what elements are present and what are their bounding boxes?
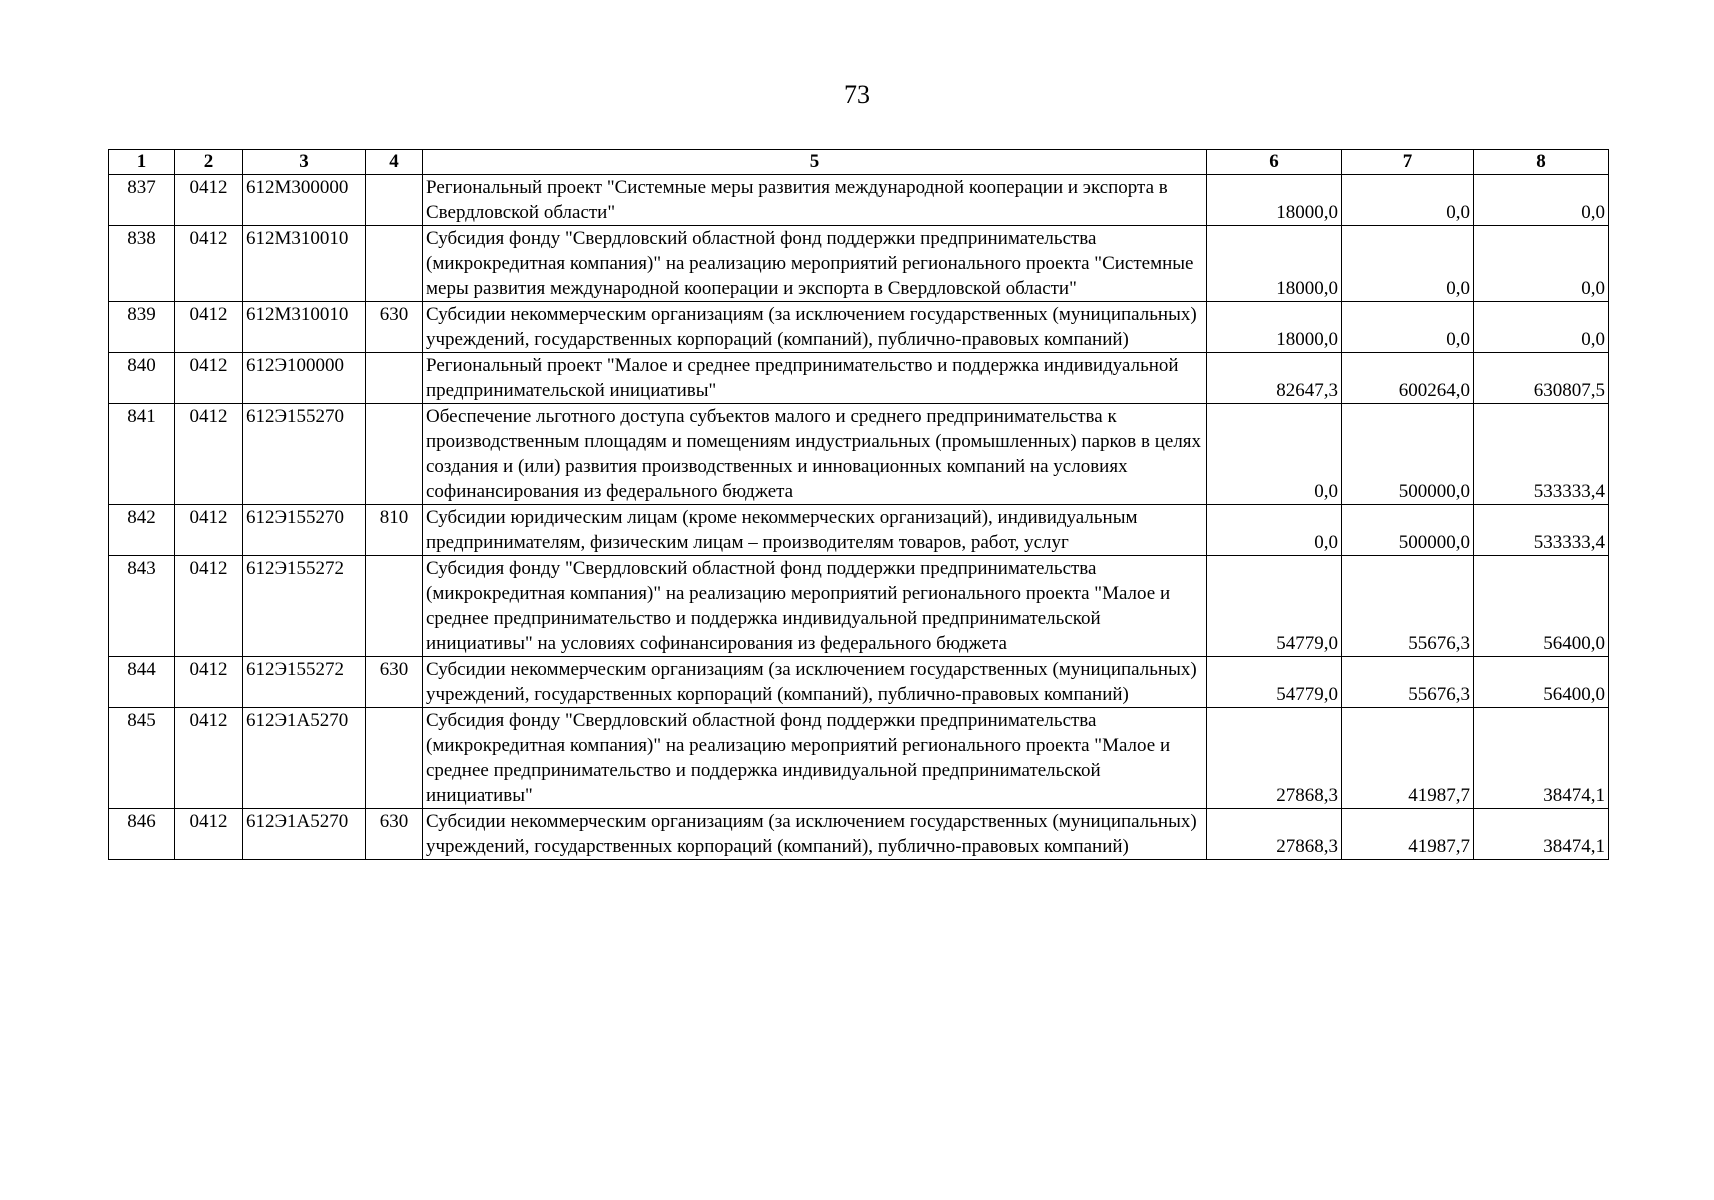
expense-type-code	[366, 175, 423, 226]
amount-column-8: 0,0	[1474, 175, 1609, 226]
row-number: 842	[109, 505, 175, 556]
column-header: 3	[243, 150, 366, 175]
amount-column-8: 0,0	[1474, 302, 1609, 353]
amount-column-7: 55676,3	[1342, 556, 1474, 657]
row-description: Субсидия фонду "Свердловский областной фонд поддержки предпринимательства (микрокредитная компания)" на реализацию мероприятий регионального проекта "Малое и среднее предпринимательство и поддержка индивидуальной предпринимательской инициативы" на условиях софинансирования из федерального бюджета	[423, 556, 1207, 657]
target-article-code: 612Э155270	[243, 404, 366, 505]
row-number: 841	[109, 404, 175, 505]
row-number: 840	[109, 353, 175, 404]
section-code: 0412	[175, 556, 243, 657]
expense-type-code: 630	[366, 809, 423, 860]
amount-column-8: 56400,0	[1474, 657, 1609, 708]
amount-column-6: 0,0	[1207, 404, 1342, 505]
amount-column-8: 38474,1	[1474, 809, 1609, 860]
amount-column-7: 0,0	[1342, 175, 1474, 226]
amount-column-8: 630807,5	[1474, 353, 1609, 404]
section-code: 0412	[175, 302, 243, 353]
table-row	[109, 302, 1609, 353]
amount-column-6: 54779,0	[1207, 556, 1342, 657]
expense-type-code	[366, 404, 423, 505]
amount-column-6: 18000,0	[1207, 302, 1342, 353]
expense-type-code	[366, 353, 423, 404]
target-article-code: 612Э155272	[243, 657, 366, 708]
budget-table	[108, 149, 1609, 860]
row-description: Субсидии некоммерческим организациям (за исключением государственных (муниципальных) учреждений, государственных корпораций (компаний), публично-правовых компаний)	[423, 302, 1207, 353]
row-number: 843	[109, 556, 175, 657]
column-header: 5	[423, 150, 1207, 175]
expense-type-code: 630	[366, 302, 423, 353]
table-row	[109, 353, 1609, 404]
row-number: 837	[109, 175, 175, 226]
row-number: 844	[109, 657, 175, 708]
amount-column-7: 500000,0	[1342, 505, 1474, 556]
amount-column-6: 82647,3	[1207, 353, 1342, 404]
target-article-code: 612Э1А5270	[243, 809, 366, 860]
column-header: 4	[366, 150, 423, 175]
row-number: 839	[109, 302, 175, 353]
amount-column-7: 500000,0	[1342, 404, 1474, 505]
amount-column-8: 533333,4	[1474, 404, 1609, 505]
row-number: 846	[109, 809, 175, 860]
table-row	[109, 404, 1609, 505]
amount-column-6: 18000,0	[1207, 175, 1342, 226]
amount-column-8: 0,0	[1474, 226, 1609, 302]
expense-type-code: 630	[366, 657, 423, 708]
amount-column-6: 0,0	[1207, 505, 1342, 556]
table-row	[109, 505, 1609, 556]
target-article-code: 612Э100000	[243, 353, 366, 404]
target-article-code: 612М310010	[243, 226, 366, 302]
target-article-code: 612Э1А5270	[243, 708, 366, 809]
section-code: 0412	[175, 353, 243, 404]
section-code: 0412	[175, 657, 243, 708]
amount-column-7: 41987,7	[1342, 809, 1474, 860]
column-header: 7	[1342, 150, 1474, 175]
amount-column-6: 27868,3	[1207, 708, 1342, 809]
amount-column-6: 27868,3	[1207, 809, 1342, 860]
table-row	[109, 657, 1609, 708]
expense-type-code	[366, 226, 423, 302]
amount-column-7: 41987,7	[1342, 708, 1474, 809]
amount-column-6: 54779,0	[1207, 657, 1342, 708]
table-row	[109, 226, 1609, 302]
table-row	[109, 556, 1609, 657]
amount-column-8: 533333,4	[1474, 505, 1609, 556]
amount-column-7: 0,0	[1342, 302, 1474, 353]
section-code: 0412	[175, 708, 243, 809]
amount-column-7: 0,0	[1342, 226, 1474, 302]
expense-type-code	[366, 556, 423, 657]
section-code: 0412	[175, 809, 243, 860]
row-description: Региональный проект "Системные меры развития международной кооперации и экспорта в Свердловской области"	[423, 175, 1207, 226]
row-number: 838	[109, 226, 175, 302]
column-header: 6	[1207, 150, 1342, 175]
section-code: 0412	[175, 505, 243, 556]
target-article-code: 612Э155272	[243, 556, 366, 657]
table-row	[109, 175, 1609, 226]
expense-type-code: 810	[366, 505, 423, 556]
section-code: 0412	[175, 175, 243, 226]
table-body	[109, 175, 1609, 860]
target-article-code: 612М300000	[243, 175, 366, 226]
amount-column-7: 55676,3	[1342, 657, 1474, 708]
page-number: 73	[844, 80, 870, 109]
row-description: Субсидии юридическим лицам (кроме некоммерческих организаций), индивидуальным предпринимателям, физическим лицам – производителям товаров, работ, услуг	[423, 505, 1207, 556]
row-description: Обеспечение льготного доступа субъектов малого и среднего предпринимательства к производственным площадям и помещениям индустриальных (промышленных) парков в целях создания и (или) развития производственных и инновационных компаний на условиях софинансирования из федерального бюджета	[423, 404, 1207, 505]
amount-column-8: 38474,1	[1474, 708, 1609, 809]
row-description: Субсидии некоммерческим организациям (за исключением государственных (муниципальных) учреждений, государственных корпораций (компаний), публично-правовых компаний)	[423, 809, 1207, 860]
amount-column-6: 18000,0	[1207, 226, 1342, 302]
header-row	[109, 150, 1609, 175]
column-header: 2	[175, 150, 243, 175]
row-description: Субсидия фонду "Свердловский областной фонд поддержки предпринимательства (микрокредитная компания)" на реализацию мероприятий регионального проекта "Системные меры развития международной кооперации и экспорта в Свердловской области"	[423, 226, 1207, 302]
section-code: 0412	[175, 226, 243, 302]
row-description: Региональный проект "Малое и среднее предпринимательство и поддержка индивидуальной предпринимательской инициативы"	[423, 353, 1207, 404]
row-description: Субсидии некоммерческим организациям (за исключением государственных (муниципальных) учреждений, государственных корпораций (компаний), публично-правовых компаний)	[423, 657, 1207, 708]
table-row	[109, 809, 1609, 860]
column-header: 8	[1474, 150, 1609, 175]
target-article-code: 612Э155270	[243, 505, 366, 556]
amount-column-8: 56400,0	[1474, 556, 1609, 657]
row-description: Субсидия фонду "Свердловский областной фонд поддержки предпринимательства (микрокредитная компания)" на реализацию мероприятий регионального проекта "Малое и среднее предпринимательство и поддержка индивидуальной предпринимательской инициативы"	[423, 708, 1207, 809]
expense-type-code	[366, 708, 423, 809]
section-code: 0412	[175, 404, 243, 505]
target-article-code: 612М310010	[243, 302, 366, 353]
column-header: 1	[109, 150, 175, 175]
amount-column-7: 600264,0	[1342, 353, 1474, 404]
row-number: 845	[109, 708, 175, 809]
table-row	[109, 708, 1609, 809]
